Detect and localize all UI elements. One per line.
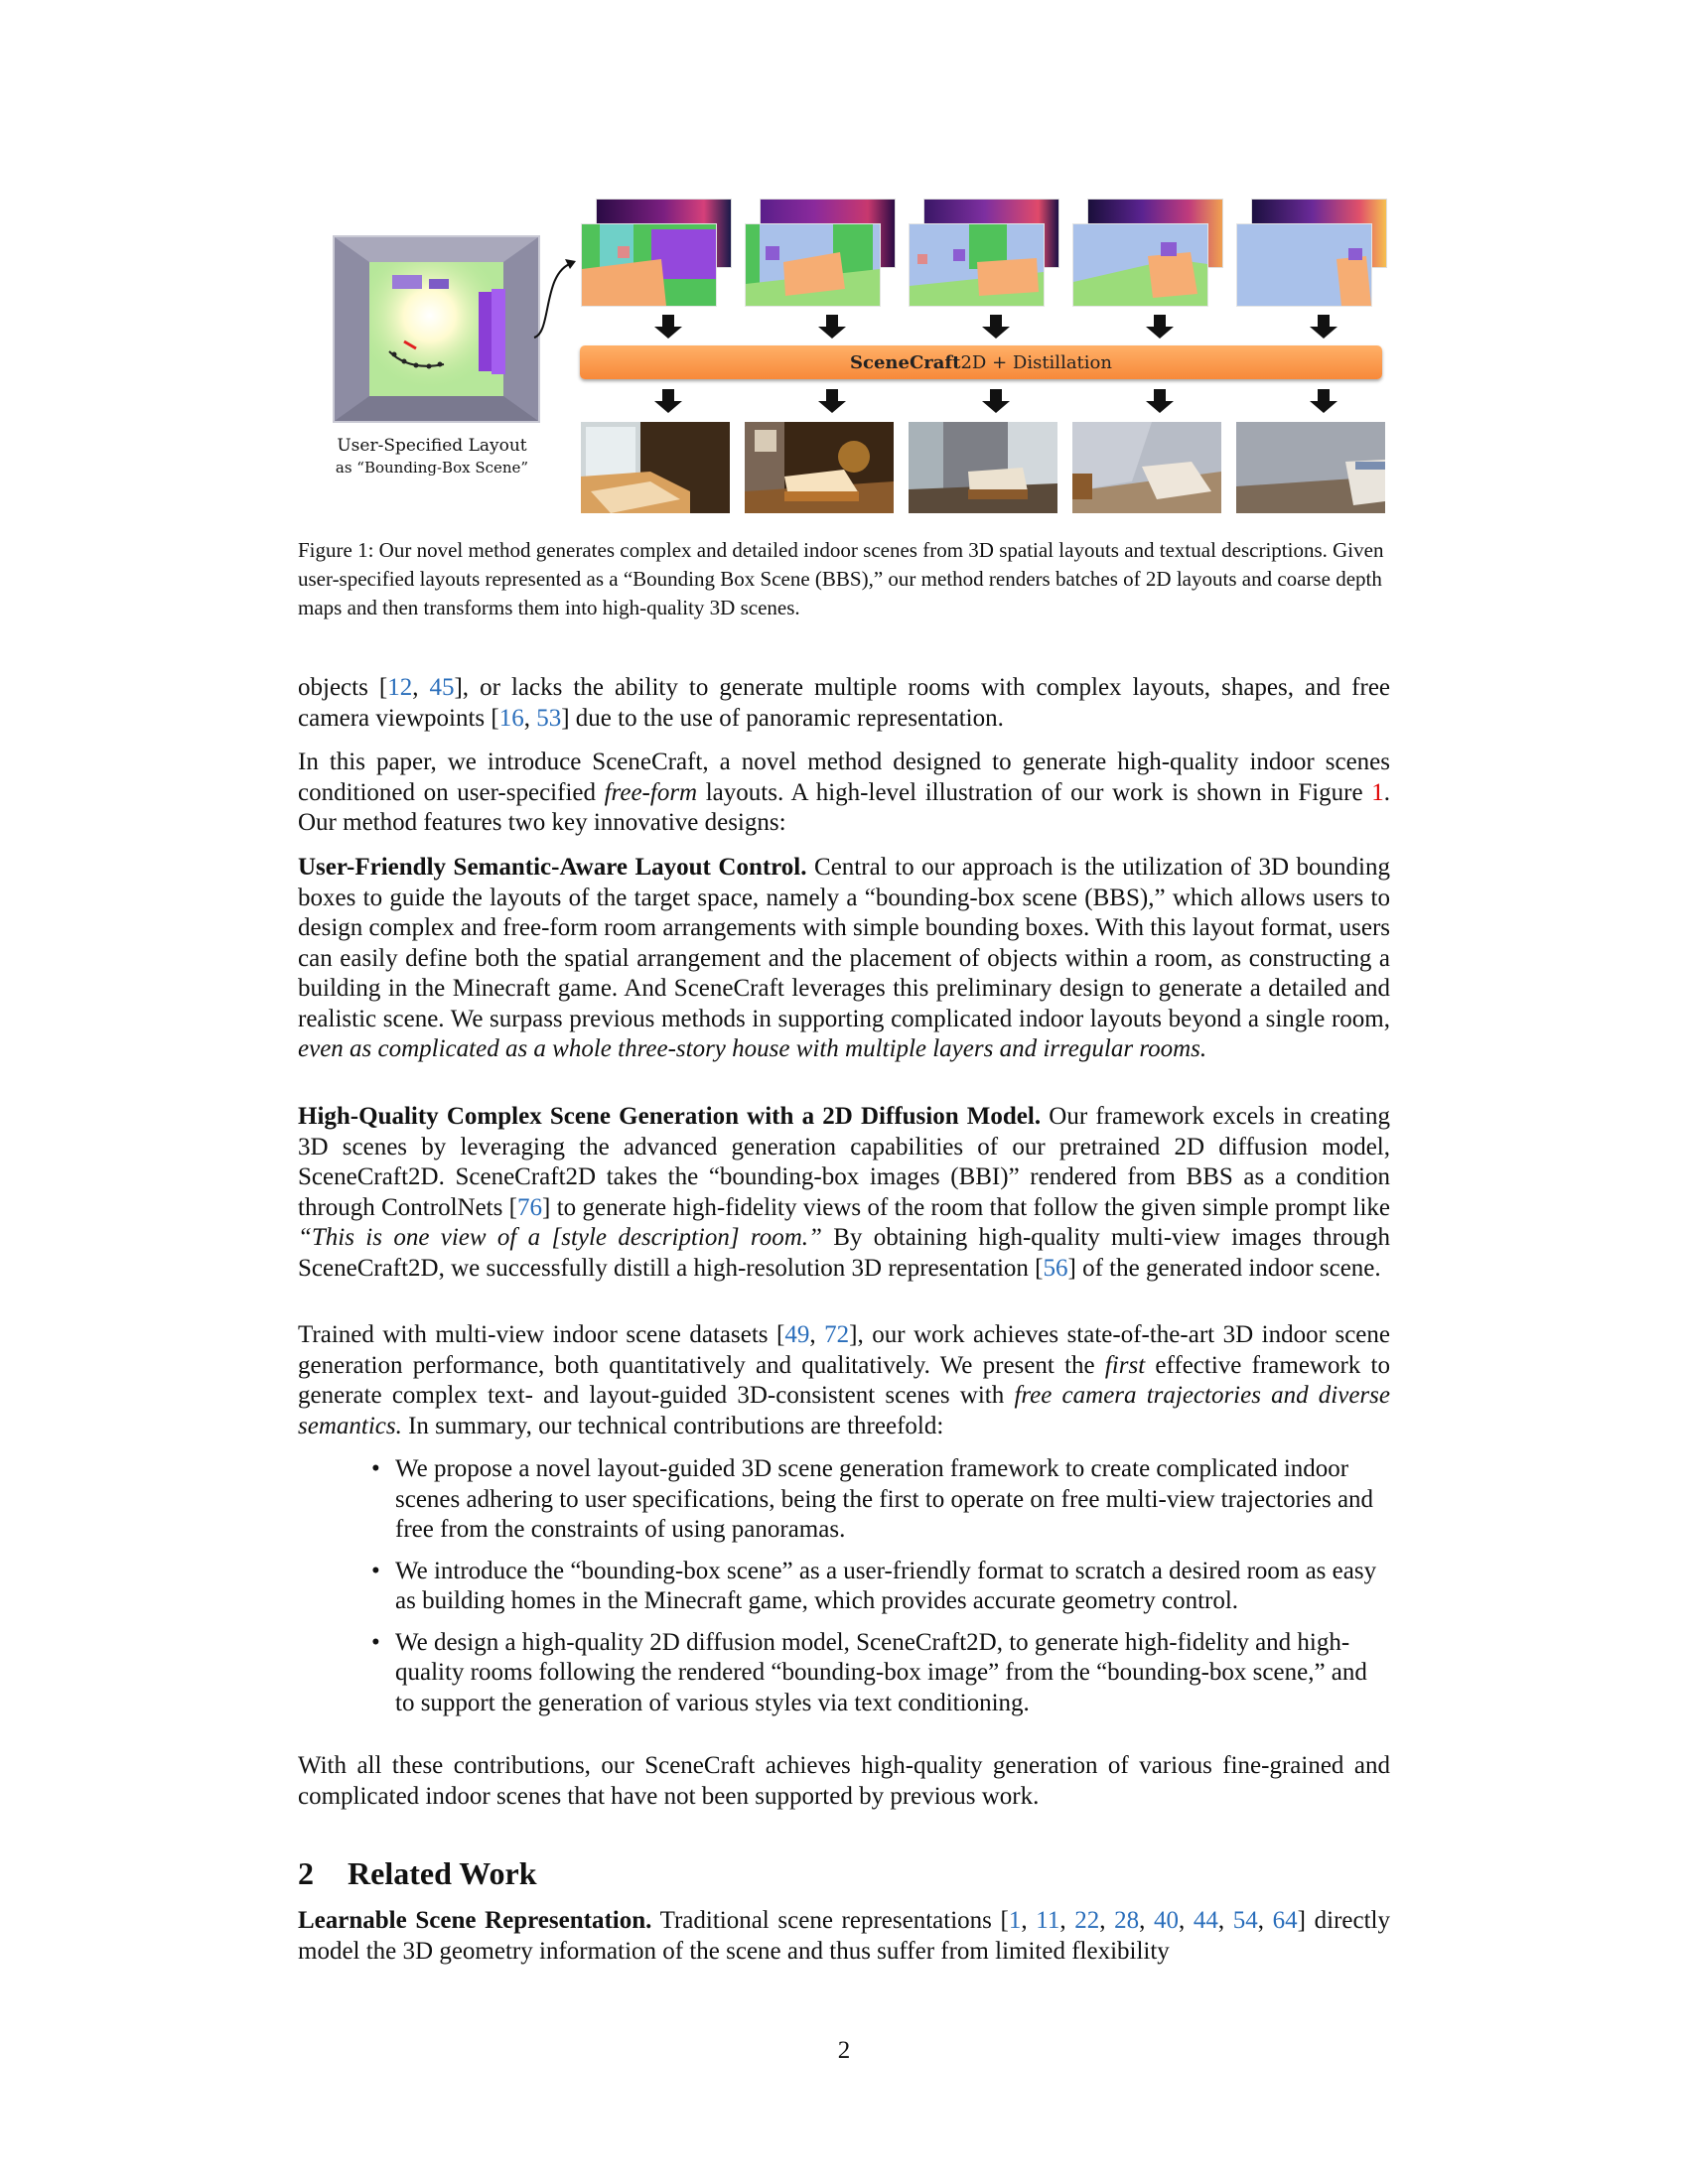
page-number: 2 bbox=[837, 2037, 851, 2064]
segmentation-1 bbox=[581, 223, 717, 307]
paragraph-heading: Learnable Scene Representation. bbox=[298, 1907, 652, 1934]
paragraph-trained: Trained with multi-view indoor scene datasets [49, 72], our work achieves state-of-the-art 3D indoor scene generation performance, both quantitatively and qualitatively. We present the first effective framework to generate complex text- and layout-guided 3D-consistent scenes with free camera trajectories and diverse semantics. In summary, our technical contributions are threefold: bbox=[298, 1321, 1390, 1439]
citation-link[interactable]: 11 bbox=[1036, 1907, 1060, 1934]
distill-rest-label: 2D + Distillation bbox=[960, 351, 1112, 373]
paragraph-heading: User-Friendly Semantic-Aware Layout Control. bbox=[298, 854, 807, 881]
distill-bold-label: SceneCraft bbox=[850, 351, 961, 373]
bullet-icon: • bbox=[371, 1628, 380, 1656]
rendered-room-1 bbox=[581, 422, 730, 513]
citation-link[interactable]: 76 bbox=[517, 1193, 543, 1221]
scenecraft-distillation-bar bbox=[580, 345, 1382, 379]
figure-ref-link[interactable]: 1 bbox=[1371, 778, 1384, 806]
section-number: 2 bbox=[298, 1855, 314, 1891]
segmentation-4 bbox=[1072, 223, 1208, 307]
segmentation-3 bbox=[909, 223, 1045, 307]
citation-link[interactable]: 28 bbox=[1114, 1907, 1140, 1934]
citation-link[interactable]: 64 bbox=[1272, 1907, 1298, 1934]
citation-link[interactable]: 22 bbox=[1074, 1907, 1100, 1934]
citation-link[interactable]: 1 bbox=[1008, 1907, 1022, 1934]
connector-arrow-icon bbox=[532, 253, 582, 342]
paragraph-scene-representation: Learnable Scene Representation. Traditional scene representations [1, 11, 22, 28, 40, 44, 54, 64] directly model the 3D geometry information of the scene and thus suffer from limited flexibility bbox=[298, 1907, 1390, 1965]
section-title: Related Work bbox=[348, 1855, 537, 1891]
paragraph-layout-control: User-Friendly Semantic-Aware Layout Control. Central to our approach is the utilization of 3D bounding boxes to guide the layouts of the target space, namely a “bounding-box scene (BBS),” which allows users to design complex and free-form room arrangements with simple bounding boxes. With this layout format, users can easily define both the spatial arrangement and the placement of objects within a room, as constructing a building in the Minecraft game. And SceneCraft leverages this preliminary design to generate a detailed and realistic scene. We surpass previous methods in supporting complicated indoor layouts beyond a single room, even as complicated as a whole three-story house with multiple layers and irregular rooms. bbox=[298, 854, 1390, 1062]
citation-link[interactable]: 53 bbox=[536, 704, 562, 732]
paragraph-summary: With all these contributions, our SceneCraft achieves high-quality generation of various fine-grained and complicated indoor scenes that have not been supported by previous work. bbox=[298, 1752, 1390, 1810]
citation-link[interactable]: 54 bbox=[1232, 1907, 1258, 1934]
citation-link[interactable]: 72 bbox=[824, 1321, 850, 1348]
layout-caption-line1: User-Specified Layout bbox=[337, 436, 527, 456]
layout-caption bbox=[298, 435, 566, 478]
citation-link[interactable]: 16 bbox=[498, 704, 524, 732]
paragraph-introduce-scenecraft: In this paper, we introduce SceneCraft, a novel method designed to generate high-quality indoor scenes conditioned on user-specified free-form layouts. A high-level illustration of our work is shown in Figure 1. Our method features two key innovative designs: bbox=[298, 749, 1390, 836]
list-item: • We design a high-quality 2D diffusion model, SceneCraft2D, to generate high-fidelity and high-quality rooms following the rendered “bounding-box image” from the “bounding-box scene,” and to support the generation of various styles via text conditioning. bbox=[371, 1628, 1367, 1716]
citation-link[interactable]: 56 bbox=[1043, 1254, 1068, 1282]
list-item: • We introduce the “bounding-box scene” as a user-friendly format to scratch a desired room as easy as building homes in the Minecraft game, which provides accurate geometry control. bbox=[371, 1557, 1377, 1614]
rendered-room-3 bbox=[909, 422, 1057, 513]
figure-1 bbox=[298, 194, 1390, 531]
contributions-list bbox=[298, 1454, 1390, 1729]
segmentation-5 bbox=[1236, 223, 1372, 307]
figure-caption: Figure 1: Our novel method generates complex and detailed indoor scenes from 3D spatial layouts and textual descriptions. Given user-specified layouts represented as a “Bounding Box Scene (BBS),” our method renders batches of 2D layouts and coarse depth maps and then transforms them into high-quality 3D scenes. bbox=[298, 538, 1384, 619]
segmentation-2 bbox=[745, 223, 881, 307]
rendered-room-4 bbox=[1072, 422, 1221, 513]
bullet-icon: • bbox=[371, 1557, 380, 1584]
bullet-icon: • bbox=[371, 1455, 380, 1482]
list-item: • We propose a novel layout-guided 3D scene generation framework to create complicated indoor scenes adhering to user specifications, being the first to operate on free multi-view trajectories and free from the constraints of using panoramas. bbox=[371, 1455, 1374, 1543]
paragraph-intro-continued: objects [12, 45], or lacks the ability to generate multiple rooms with complex layouts, shapes, and free camera viewpoints [16, 53] due to the use of panoramic representation. bbox=[298, 674, 1391, 732]
bounding-box-scene-image bbox=[333, 235, 540, 423]
citation-link[interactable]: 40 bbox=[1154, 1907, 1179, 1934]
paragraph-scene-generation: High-Quality Complex Scene Generation with a 2D Diffusion Model. Our framework excels in creating 3D scenes by leveraging the advanced generation capabilities of our pretrained 2D diffusion model, SceneCraft2D. SceneCraft2D takes the “bounding-box images (BBI)” rendered from BBS as a condition through ControlNets [76] to generate high-fidelity views of the room that follow the given simple prompt like “This is one view of a [style description] room.” By obtaining high-quality multi-view images through SceneCraft2D, we successfully distill a high-resolution 3D representation [56] of the generated indoor scene. bbox=[298, 1103, 1390, 1282]
citation-link[interactable]: 49 bbox=[784, 1321, 810, 1348]
rendered-room-2 bbox=[745, 422, 894, 513]
citation-link[interactable]: 45 bbox=[429, 674, 455, 701]
layout-caption-line2: as “Bounding-Box Scene” bbox=[335, 459, 529, 477]
citation-link[interactable]: 12 bbox=[387, 674, 413, 701]
section-heading bbox=[298, 1855, 537, 1892]
citation-link[interactable]: 44 bbox=[1193, 1907, 1218, 1934]
rendered-room-5 bbox=[1236, 422, 1385, 513]
paragraph-heading: High-Quality Complex Scene Generation with a 2D Diffusion Model. bbox=[298, 1103, 1042, 1130]
